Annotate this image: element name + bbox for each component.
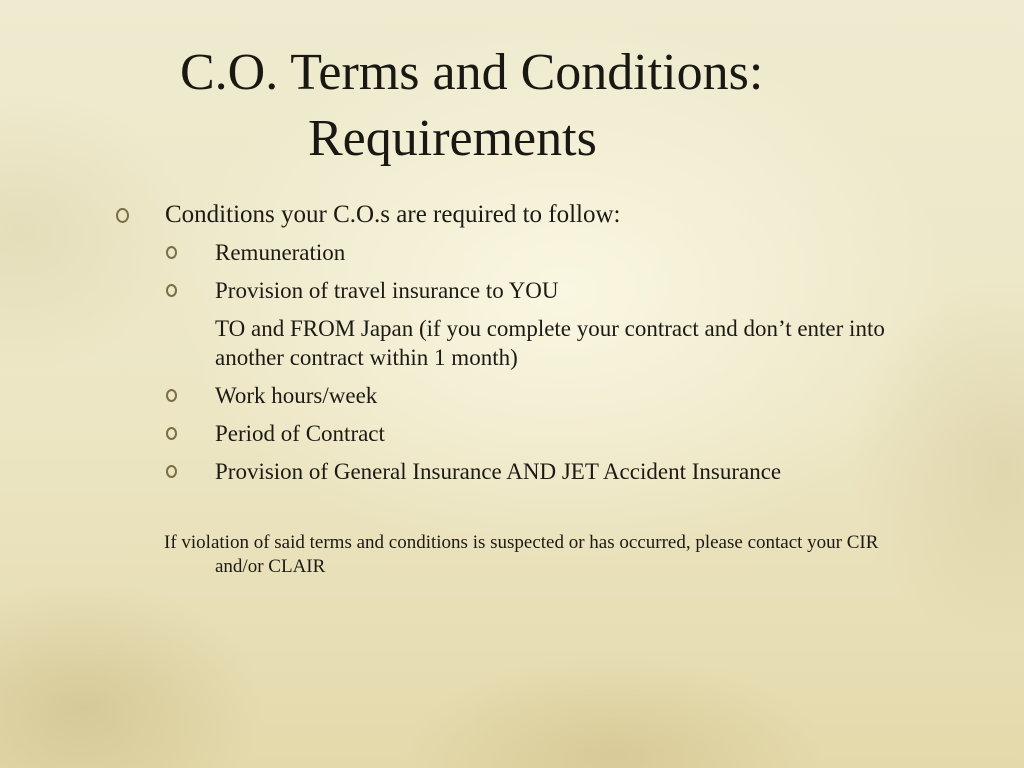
slide-title <box>0 40 1024 172</box>
sub-bullet-item <box>0 377 905 415</box>
main-bullet-item <box>0 196 1024 234</box>
sub-bullet-text: Remuneration <box>215 240 346 265</box>
sub-bullet-item <box>0 234 905 272</box>
violation-note: If violation of said terms and conditions is suspected or has occurred, please contact your CIR and/or CLAIR <box>164 532 879 577</box>
hollow-ring-bullet-icon <box>166 246 177 259</box>
hollow-ring-bullet-icon <box>166 389 177 402</box>
sub-bullet-text: Provision of travel insurance to YOU <box>215 278 559 303</box>
hollow-ring-bullet-icon <box>116 208 129 223</box>
sub-bullet-continuation <box>0 310 905 377</box>
hollow-ring-bullet-icon <box>166 465 177 478</box>
sub-bullet-item <box>0 272 905 310</box>
sub-bullet-item <box>0 453 905 491</box>
hollow-ring-bullet-icon <box>166 427 177 440</box>
main-bullet-text: Conditions your C.O.s are required to follow: <box>165 201 621 228</box>
hollow-ring-bullet-icon <box>166 284 177 297</box>
sub-bullet-text: Provision of General Insurance AND JET Accident Insurance <box>215 459 782 484</box>
sub-bullet-item <box>0 415 905 453</box>
sub-bullet-text: Work hours/week <box>215 383 378 408</box>
slide-title-line-2: Requirements <box>308 110 597 167</box>
slide-title-line-1: C.O. Terms and Conditions: <box>180 44 764 101</box>
sub-bullet-continuation-text: TO and FROM Japan (if you complete your contract and don’t enter into another contract within 1 month) <box>215 316 885 370</box>
sub-bullet-text: Period of Contract <box>215 421 385 446</box>
slide-body <box>0 196 1024 598</box>
